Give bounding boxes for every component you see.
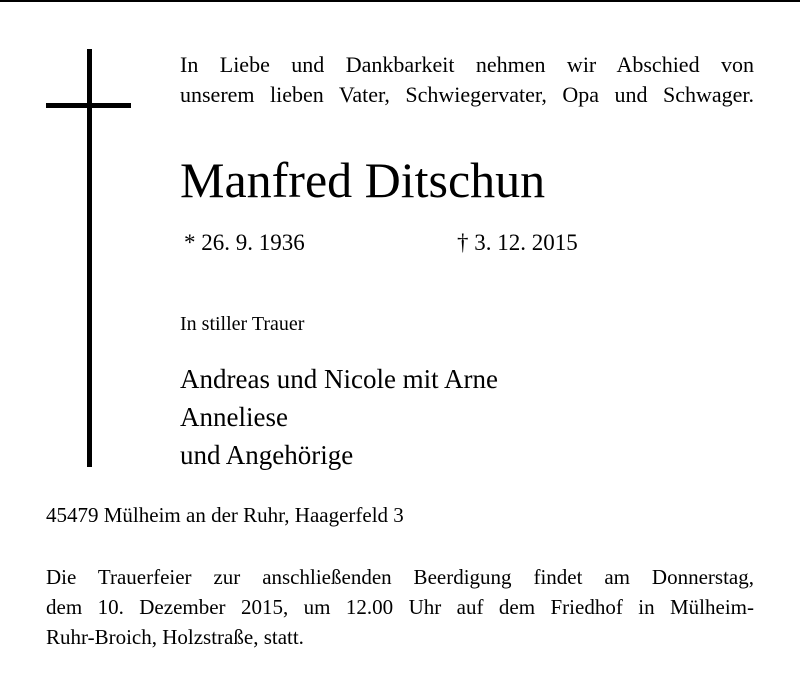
mourning-intro: In stiller Trauer [180,313,305,335]
birth-date: * 26. 9. 1936 [184,230,305,255]
funeral-line-1: Die Trauerfeier zur anschließenden Beerdigung findet am Donnerstag, [46,565,754,589]
mourner-line: und Angehörige [180,440,354,470]
address: 45479 Mülheim an der Ruhr, Haagerfeld 3 [46,503,404,527]
intro-line-2: unserem lieben Vater, Schwiegervater, Opa und Schwager. [180,82,754,107]
cross-icon-crossbar [46,103,131,108]
cross-icon [87,49,92,467]
mourners-list [180,360,498,474]
funeral-details [46,562,754,652]
funeral-line-2: dem 10. Dezember 2015, um 12.00 Uhr auf dem Friedhof in Mülheim- [46,595,754,619]
intro-line-1: In Liebe und Dankbarkeit nehmen wir Abschied von [180,52,754,77]
mourner-line: Anneliese [180,402,288,432]
mourner-line: Andreas und Nicole mit Arne [180,364,498,394]
deceased-name: Manfred Ditschun [180,152,546,208]
intro-text [180,50,754,110]
death-date: † 3. 12. 2015 [457,230,578,255]
funeral-line-3: Ruhr-Broich, Holzstraße, statt. [46,625,304,649]
